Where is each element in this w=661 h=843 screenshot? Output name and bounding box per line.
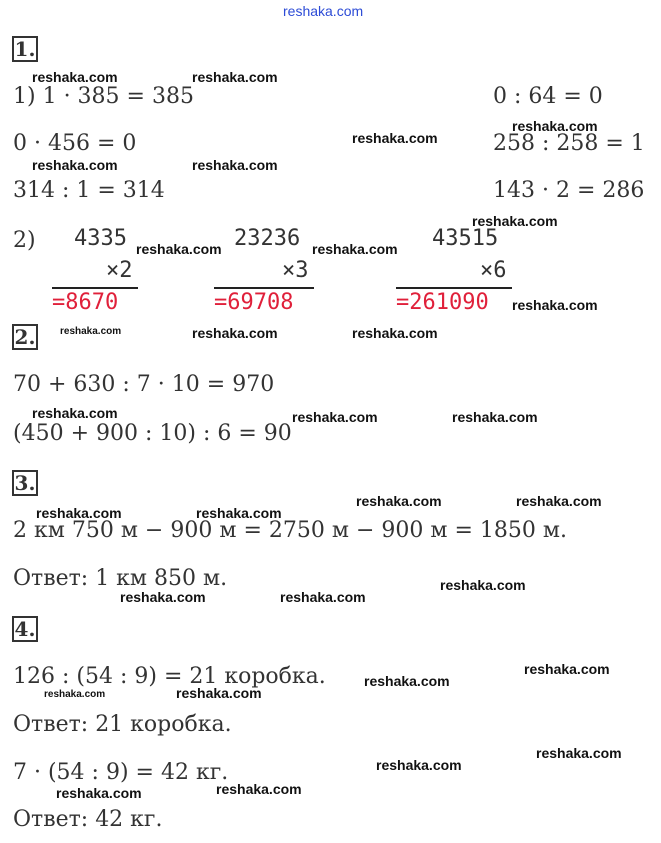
answer: Ответ: 21 коробка. — [13, 712, 232, 737]
watermark: reshaka.com — [536, 745, 622, 761]
watermark: reshaka.com — [516, 493, 602, 509]
equation: 7 · (54 : 9) = 42 кг. — [13, 760, 229, 785]
watermark: reshaka.com — [364, 673, 450, 689]
watermark: reshaka.com — [376, 757, 462, 773]
equation: 143 · 2 = 286 — [493, 178, 645, 203]
watermark: reshaka.com — [452, 409, 538, 425]
watermark: reshaka.com — [472, 213, 558, 229]
watermark: reshaka.com — [36, 505, 122, 521]
multiplier: ×2 — [106, 258, 133, 283]
task-number: 2. — [12, 324, 38, 350]
watermark: reshaka.com — [56, 785, 142, 801]
watermark: reshaka.com — [216, 781, 302, 797]
equation: 70 + 630 : 7 · 10 = 970 — [13, 372, 275, 397]
watermark: reshaka.com — [352, 130, 438, 146]
watermark: reshaka.com — [440, 577, 526, 593]
divider-line — [214, 287, 314, 289]
equation: (450 + 900 : 10) : 6 = 90 — [13, 421, 292, 446]
equation: 0 : 64 = 0 — [493, 84, 603, 109]
answer: Ответ: 42 кг. — [13, 807, 163, 832]
watermark: reshaka.com — [136, 241, 222, 257]
multiplicand: 23236 — [234, 226, 301, 251]
equation: 2 км 750 м − 900 м = 2750 м − 900 м = 1850 м. — [13, 518, 567, 543]
watermark: reshaka.com — [32, 405, 118, 421]
product: =69708 — [214, 290, 294, 315]
answer: Ответ: 1 км 850 м. — [13, 566, 228, 591]
multiplier: ×3 — [282, 258, 309, 283]
multiplier: ×6 — [480, 258, 507, 283]
watermark: reshaka.com — [44, 689, 106, 700]
watermark: reshaka.com — [192, 325, 278, 341]
watermark: reshaka.com — [512, 118, 598, 134]
watermark: reshaka.com — [356, 493, 442, 509]
watermark: reshaka.com — [120, 589, 206, 605]
watermark: reshaka.com — [292, 409, 378, 425]
equation: 314 : 1 = 314 — [13, 178, 165, 203]
product: =261090 — [396, 290, 489, 315]
equation: 126 : (54 : 9) = 21 коробка. — [13, 664, 326, 689]
divider-line — [396, 287, 512, 289]
watermark: reshaka.com — [32, 69, 118, 85]
watermark: reshaka.com — [352, 325, 438, 341]
divider-line — [52, 287, 138, 289]
task-number: 3. — [12, 470, 38, 496]
multiplicand: 4335 — [74, 226, 127, 251]
watermark: reshaka.com — [524, 661, 610, 677]
watermark: reshaka.com — [32, 157, 118, 173]
equation: 258 : 258 = 1 — [493, 131, 645, 156]
equation: 0 · 456 = 0 — [13, 131, 137, 156]
part-label: 2) — [13, 228, 36, 253]
watermark: reshaka.com — [192, 69, 278, 85]
site-link[interactable]: reshaka.com — [283, 3, 364, 19]
watermark: reshaka.com — [312, 241, 398, 257]
product: =8670 — [52, 290, 119, 315]
watermark: reshaka.com — [512, 297, 598, 313]
watermark: reshaka.com — [196, 505, 282, 521]
task-number: 1. — [12, 36, 38, 62]
multiplicand: 43515 — [432, 226, 499, 251]
watermark: reshaka.com — [280, 589, 366, 605]
watermark: reshaka.com — [176, 685, 262, 701]
watermark: reshaka.com — [192, 157, 278, 173]
task-number: 4. — [12, 616, 38, 642]
watermark: reshaka.com — [60, 326, 122, 337]
equation: 1) 1 · 385 = 385 — [13, 84, 194, 109]
